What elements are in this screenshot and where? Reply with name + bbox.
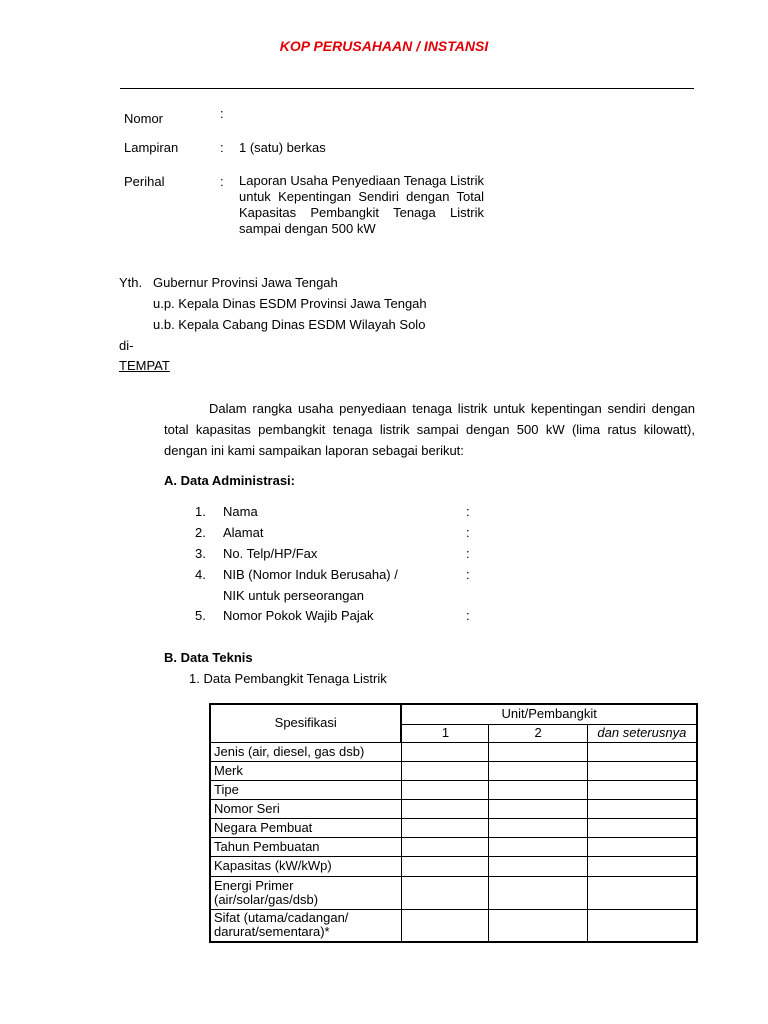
spec-cell[interactable] xyxy=(401,818,488,837)
spec-cell[interactable] xyxy=(587,761,697,780)
spec-cell[interactable] xyxy=(587,909,697,942)
spec-cell[interactable] xyxy=(587,742,697,761)
spec-row-label: Negara Pembuat xyxy=(210,818,401,837)
spec-row-label: Tipe xyxy=(210,780,401,799)
spec-cell[interactable] xyxy=(401,837,488,856)
recipient-di: di- xyxy=(119,338,134,353)
admin-item-label: Nama xyxy=(223,504,258,519)
spec-row-label: Kapasitas (kW/kWp) xyxy=(210,856,401,876)
admin-item-num: 5. xyxy=(195,608,206,623)
spec-row-label: Jenis (air, diesel, gas dsb) xyxy=(210,742,401,761)
admin-item-colon: : xyxy=(466,567,470,582)
spec-row-label: Sifat (utama/cadangan/ darurat/sementara)* xyxy=(210,909,401,942)
spec-cell[interactable] xyxy=(587,818,697,837)
admin-item-label: No. Telp/HP/Fax xyxy=(223,546,318,561)
admin-item-label: NIB (Nomor Induk Berusaha) / xyxy=(223,567,398,582)
letterhead-divider xyxy=(120,88,694,89)
intro-paragraph: Dalam rangka usaha penyediaan tenaga listrik untuk kepentingan sendiri dengan total kapasitas pembangkit tenaga listrik sampai dengan 500 kW (lima ratus kilowatt), dengan ini kami sampaikan laporan sebagai berikut: xyxy=(164,401,695,458)
admin-item-label-cont: NIK untuk perseorangan xyxy=(223,588,364,603)
recipient-line-2: u.p. Kepala Dinas ESDM Provinsi Jawa Tengah xyxy=(153,296,427,311)
section-b-subtitle: 1. Data Pembangkit Tenaga Listrik xyxy=(189,671,387,686)
spec-cell[interactable] xyxy=(401,876,488,909)
spec-cell[interactable] xyxy=(587,876,697,909)
recipient-yth: Yth. xyxy=(119,275,143,290)
spec-cell[interactable] xyxy=(401,780,488,799)
unit-col-2: 2 xyxy=(489,724,587,742)
field-label-perihal: Perihal xyxy=(124,174,165,189)
recipient-line-3: u.b. Kepala Cabang Dinas ESDM Wilayah Solo xyxy=(153,317,426,332)
field-value-lampiran: 1 (satu) berkas xyxy=(239,140,326,155)
spec-row-label: Nomor Seri xyxy=(210,799,401,818)
field-colon-perihal: : xyxy=(220,174,224,189)
spec-cell[interactable] xyxy=(401,742,488,761)
spec-header: Spesifikasi xyxy=(210,704,401,742)
admin-item-colon: : xyxy=(466,546,470,561)
unit-col-more: dan seterusnya xyxy=(587,724,697,742)
admin-item-label: Nomor Pokok Wajib Pajak xyxy=(223,608,374,623)
letterhead-title: KOP PERUSAHAAN / INSTANSI xyxy=(279,38,489,54)
field-colon-lampiran: : xyxy=(220,140,224,155)
admin-item-num: 4. xyxy=(195,567,206,582)
spec-cell[interactable] xyxy=(489,876,587,909)
admin-item-colon: : xyxy=(466,525,470,540)
spec-cell[interactable] xyxy=(489,818,587,837)
unit-col-1: 1 xyxy=(401,724,488,742)
spec-cell[interactable] xyxy=(401,761,488,780)
recipient-tempat: TEMPAT xyxy=(119,358,170,373)
spec-cell[interactable] xyxy=(401,856,488,876)
spec-cell[interactable] xyxy=(587,856,697,876)
field-label-nomor: Nomor xyxy=(124,111,164,126)
spec-cell[interactable] xyxy=(587,837,697,856)
spec-cell[interactable] xyxy=(489,909,587,942)
generator-spec-table xyxy=(209,703,698,943)
section-a-title: A. Data Administrasi: xyxy=(164,473,295,488)
field-colon-nomor: : xyxy=(220,106,224,121)
spec-cell[interactable] xyxy=(489,761,587,780)
spec-cell[interactable] xyxy=(489,742,587,761)
spec-cell[interactable] xyxy=(489,856,587,876)
field-value-perihal: Laporan Usaha Penyediaan Tenaga Listrik untuk Kepentingan Sendiri dengan Total Kapasitas Pembangkit Tenaga Listrik sampai dengan 500 kW xyxy=(239,173,484,236)
admin-item-label: Alamat xyxy=(223,525,264,540)
section-b-title: B. Data Teknis xyxy=(164,650,253,665)
admin-item-num: 3. xyxy=(195,546,206,561)
spec-cell[interactable] xyxy=(489,799,587,818)
spec-row-label: Merk xyxy=(210,761,401,780)
spec-row-label: Tahun Pembuatan xyxy=(210,837,401,856)
admin-item-num: 2. xyxy=(195,525,206,540)
field-label-lampiran: Lampiran xyxy=(124,140,179,155)
spec-row-label: Energi Primer (air/solar/gas/dsb) xyxy=(210,876,401,909)
unit-header: Unit/Pembangkit xyxy=(401,704,697,724)
spec-cell[interactable] xyxy=(489,780,587,799)
admin-item-num: 1. xyxy=(195,504,206,519)
recipient-line-1: Gubernur Provinsi Jawa Tengah xyxy=(153,275,338,290)
spec-cell[interactable] xyxy=(587,780,697,799)
admin-item-colon: : xyxy=(466,608,470,623)
spec-cell[interactable] xyxy=(587,799,697,818)
spec-cell[interactable] xyxy=(489,837,587,856)
spec-cell[interactable] xyxy=(401,909,488,942)
spec-cell[interactable] xyxy=(401,799,488,818)
admin-item-colon: : xyxy=(466,504,470,519)
